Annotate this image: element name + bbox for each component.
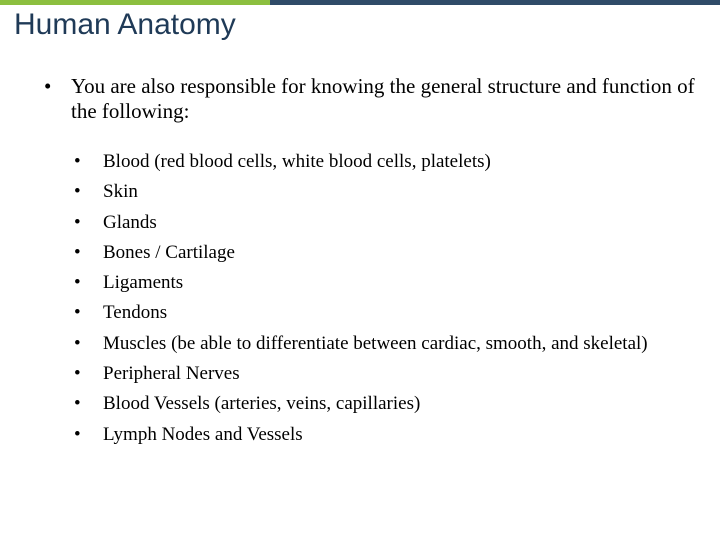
- list-item-text: Muscles (be able to differentiate between cardiac, smooth, and skeletal): [103, 332, 648, 354]
- list-item-text: Blood (red blood cells, white blood cells, platelets): [103, 151, 491, 172]
- list-item: [74, 329, 648, 359]
- list-bullet: •: [74, 363, 81, 385]
- list-item-text: Skin: [103, 181, 138, 203]
- top-accent-bar-green: [0, 0, 270, 5]
- slide-title: Human Anatomy: [14, 8, 236, 41]
- list-bullet: •: [74, 302, 81, 324]
- list-item: [74, 208, 648, 238]
- list-bullet: •: [74, 393, 81, 415]
- top-accent-bar-navy: [270, 0, 720, 5]
- list-item-text: Bones / Cartilage: [103, 241, 235, 263]
- list-item-text: Ligaments: [103, 272, 184, 294]
- intro-bullet: •: [44, 74, 52, 98]
- list-item-text: Glands: [103, 211, 157, 233]
- list-item-text: Lymph Nodes and Vessels: [103, 423, 303, 445]
- list-bullet: •: [74, 211, 81, 233]
- list-item: [74, 389, 648, 419]
- list-bullet: •: [74, 151, 81, 172]
- list-item: [74, 238, 648, 268]
- list-item-text: Blood Vessels (arteries, veins, capillaries): [103, 393, 421, 415]
- list-item: [74, 420, 648, 450]
- intro-text: You are also responsible for knowing the general structure and function of the following:: [71, 74, 695, 123]
- list-item: [74, 268, 648, 298]
- list-item: [74, 359, 648, 389]
- list-item: [74, 147, 648, 177]
- list-item-text: Tendons: [103, 302, 168, 324]
- anatomy-structure-list: [74, 147, 648, 450]
- list-bullet: •: [74, 423, 81, 445]
- list-bullet: •: [74, 332, 81, 354]
- list-bullet: •: [74, 272, 81, 294]
- list-item: [74, 298, 648, 328]
- list-bullet: •: [74, 181, 81, 203]
- list-item-text: Peripheral Nerves: [103, 363, 240, 385]
- list-bullet: •: [74, 241, 81, 263]
- list-item: [74, 177, 648, 207]
- intro-paragraph: [44, 74, 704, 124]
